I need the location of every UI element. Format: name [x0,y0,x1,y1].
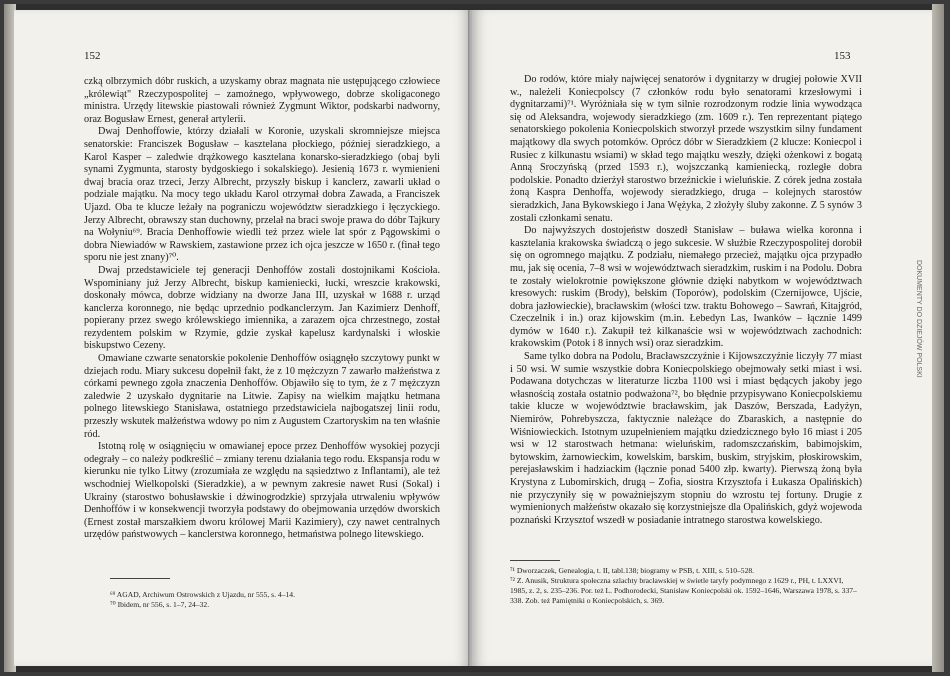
footnote: ⁷¹ Dworzaczek, Genealogia, t. II, tabl.138; biogramy w PSB, t. XIII, s. 510–528. [510,566,755,575]
page-number: 152 [84,50,101,62]
paragraph: Istotną rolę w osiągnięciu w omawianej epoce przez Denhoffów wysokiej pozycji odegrały – co należy podkreślić – zmiany terenu działania tego rodu. Ekspansja rodu w kierunku nie tylko Litwy (zrozumiała ze względu na sąsiedztwo z Inflantami), ale też wschodniej Wielkopolski (Sieradzkie), a w pewnym zakresie nawet Rusi (Sokal) i Ukrainy (starostwo bohusławskie i dźwinogrodzkie) sprzyjała utrwaleniu wpływów Denhoffów i w konsekwencji tworzyła podstawy do obejmowania urzędów dworskich (Ernest został marszałkiem dworu królowej Marii Kazimiery), czy nawet centralnych urzędów państwowych – kanclerstwa koronnego, hetmaństwa polnego litewskiego. [84,441,440,541]
paragraph: Omawiane czwarte senatorskie pokolenie Denhoffów osiągnęło szczytowy punkt w dziejach rodu. Miary sukcesu dopełnił fakt, że z 10 mężczyzn 7 zawarło małżeństwa z córkami pewnego zgoła znaczenia Denhoffów. Objawiło się to tym, że z 7 mężczyzn zaledwie 2 uzyskało dygnitarie na Litwie. Zapisy na wielkim majątku hetmana polnego litewskiego Stanisława, ostatniego przedstawiciela najbogatszej linii rodu, przeszły wskutek małżeństwa wdowy po nim z Augustem Czartoryskim na ten właśnie ród. [84,353,440,440]
left-page [14,10,470,666]
paragraph: Do rodów, które miały najwięcej senatorów i dygnitarzy w drugiej połowie XVII w., należeli Koniecpolscy (7 członków rodu było senatorami krzesłowymi i dygnitarzami)⁷¹. Wyróżniała się w tym silnie rozrodzonym rodzie linia wywodząca się od Aleksandra, wojewody sieradzkiego (zm. 1609 r.). Ten reprezentant piątego senatorskiego pokolenia Koniecpolskich stworzył przede wszystkim silny fundament majątkowy dla swych potomków. Oprócz dóbr w Sieradzkiem (2 klucze: Koniecpol i Rusiec z kilkunastu wsiami) w skład tego majątku weszły, dzięki ożenkowi z bogatą Anną Sroczyńską (przed 1593 r.), wojszczanką kamieniecką, rozległe dobra podolskie. Ponadto dzierżył starostwo brzeźnickie i wieluńskie. Z córek jedna została żoną Kaspra Denhoffa, wojewody sieradzkiego, druga – kolejnych starostów sieradzkich, Jana Bykowskiego i Jana Wężyka, 2 złożyły śluby zakonne. Z 5 synów 3 zostali członkami senatu. [510,74,862,224]
footnote: ⁷⁰ Ibidem, nr 556, s. 1–7, 24–32. [110,600,210,609]
footnote-rule [110,578,170,579]
body-text [510,74,862,527]
paragraph: Do najwyższych dostojeństw doszedł Stanisław – buława wielka koronna i kasztelania krakowska świadczą o jego sukcesie. W służbie Rzeczypospolitej dorobił się on ogromnego majątku. Z podziału, niemałego przecież, majątku ojca przypadło mu, jak się ocenia, 7–8 wsi w województwach sieradzkim, ruskim i na Podolu. Dobra te zostały wielokrotnie powiększone głównie dzięki nabytkom w województwach kresowych: ruskim (Brody), bełskim (Toporów), podolskim (Czernijowce, Ujście, dobra jazłowieckie), bracławskim (włości tzw. traktu Bohowego – Sawrań, Kitajgród, Czeczelnik i in.) oraz kijowskim (m.in. Łebedyn Las, Iwanków – łącznie 1499 dymów w 1640 r.). Zakupił też kilkanaście wsi w województwach zachodnich: krakowskim (Potok i 8 innych wsi) oraz sieradzkim. [510,225,862,350]
footnote-rule [510,560,560,561]
body-text [84,76,440,542]
paragraph: Same tylko dobra na Podolu, Bracławszczyźnie i Kijowszczyźnie liczyły 77 miast i 50 wsi. W sumie wszystkie dobra Koniecpolskiego obejmowały setki miast i wsi. Podawana dotychczas w literaturze liczba 1100 wsi i miast będących jakoby jego własnością została ostatnio podważona⁷², bo błędnie przypisywano Koniecpolskiemu takie klucze w województwie bracławskim, jak Daszów, Berszada, Ładyżyn, Niemirów, Pohrebyszcza, faktycznie należące do Zbaraskich, a następnie do Wiśniowieckich. Istotnym uzupełnieniem majątku dziedzicznego było 16 miast i 205 wsi w 12 starostwach hetmana: wieluńskim, radomszczańskim, babimojskim, bytowskim, żarnowieckim, kowelskim, barskim, buskim, stryjskim, płoskirowskim, perejasławskim i hadziackim (łącznie ponad 5400 złp. kwarty). Pierwszą żoną była Krystyna z Lubomirskich, drugą – Zofia, siostra Krzysztofa i Łukasza Opalińskich) nie przyczyniły się w poważniejszym stopniu do wzrostu tej fortuny. Drugie z wymienionych małżeństw okazało się korzystniejsze dla Opalińskich, gdyż wojewoda poznański Krzysztof wszedł w posiadanie intratnego starostwa kowelskiego. [510,351,862,526]
footnotes [110,590,430,610]
right-page [472,10,932,666]
page-number: 153 [834,50,851,62]
paragraph: czką olbrzymich dóbr ruskich, a uzyskamy obraz magnata nie ustępującego człowiece „królewiąt" Rzeczypospolitej – zamożnego, wpływowego, dobrze skoligaconego ministra. Urzędy litewskie piastowali również Zygmunt Wiktor, podskarbi nadworny, oraz Bogusław Ernest, generał artylerii. [84,76,440,125]
footnote: ⁶⁹ AGAD, Archiwum Ostrowskich z Ujazdu, nr 555, s. 4–14. [110,590,295,599]
right-page-edge [932,4,944,672]
footnotes [510,566,862,606]
paragraph: Dwaj przedstawiciele tej generacji Denhoffów zostali dostojnikami Kościoła. Wspominiany już Jerzy Albrecht, biskup kamieniecki, łucki, wreszcie krakowski, doskonały mówca, dobrze widziany na dworze Jana III, uzyskał w 1688 r. urząd kanclerza koronnego, nie będąc uprzednio podkanclerzym. Jan Kazimierz Denhoff, popierany przez swego królewskiego imiennika, a zarazem ojca chrzestnego, został rezydentem polskim w Rzymie, gdzie zyskał kapelusz kardynalski i włoskie biskupstwo Cezeny. [84,264,440,352]
paragraph: Dwaj Denhoffowie, którzy działali w Koronie, uzyskali skromniejsze miejsca senatorskie: Franciszek Bogusław – kasztelana płockiego, później sieradzkiego, a Karol Kasper – zaledwie drążkowego kasztelana konarsko-sieradzkiego (obaj byli synami Zygmunta, starosty bydgoskiego i sokalskiego). Jesienią 1673 r. wymienieni dwaj bracia oraz trzeci, Jerzy Albrecht, przyszły biskup i kanclerz, zawarli układ o podziale majątku. Na mocy tego układu Karol otrzymał dobra Zawada, a Franciszek Ujazd. Oba te klucze leżały na pograniczu województw sieradzkiego i łęczyckiego. Jerzy Albrecht, obrawszy stan duchowny, przelał na braci swoje prawa do dóbr Tajkury na Wołyniu⁶⁹. Bracia Denhoffowie wiedli też przez wiele lat spór z Pągowskimi o dobra Niewiadów w Rawskiem, zastawione przez ich ojca jeszcze w 1650 r. (finał tego sporu nie jest znany)⁷⁰. [84,126,441,264]
spine-text: DOKUMENTY DO DZIEJÓW POLSKI [915,260,922,378]
footnote: ⁷² Z. Anusik, Struktura społeczna szlachty bracławskiej w świetle taryfy podymnego z 1629 r., PH, t. LXXVI, 1985, z. 2, s. 235–236. Por. też L. Podhorodecki, Stanisław Koniecpolski ok. 1592–1646, Warszawa 1978, s. 337–338. Zob. też Pamiętniki o Koniecpolskich, s. 369. [510,576,857,605]
